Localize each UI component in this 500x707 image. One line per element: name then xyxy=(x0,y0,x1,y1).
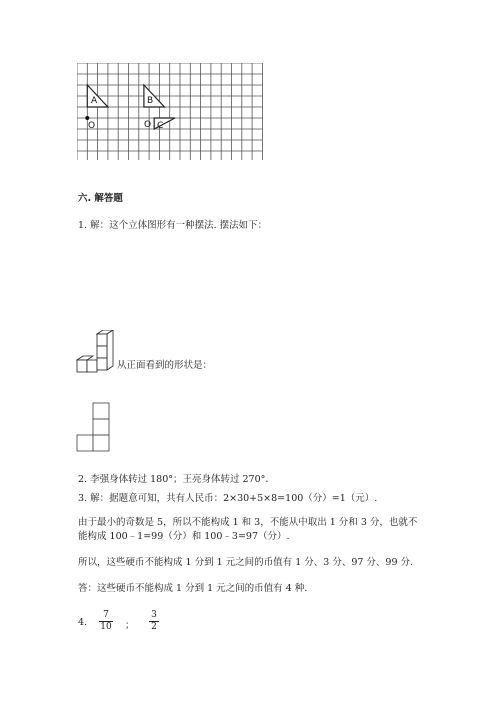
label-b: B xyxy=(147,96,154,106)
label-a: A xyxy=(91,96,98,106)
q3-answer: 答：这些硬币不能构成 1 分到 1 元之间的币值有 4 种. xyxy=(78,583,308,594)
q1-front-view-label: 从正面看到的形状是： xyxy=(117,360,213,371)
q2-answer: 2. 李强身体转过 180°；王亮身体转过 270°． xyxy=(78,474,275,485)
stacked-cubes-figure xyxy=(76,330,116,382)
q3-line3: 能构成 100﹣1=99（分）和 100﹣3=97（分）. xyxy=(78,531,290,542)
q4-fraction-2-denominator: 2 xyxy=(149,621,159,633)
q4-fraction-1-numerator: 7 xyxy=(103,610,109,620)
q3-line4: 所以，这些硬币不能构成 1 分到 1 元之间的币值有 1 分、3 分、97 分、99 分. xyxy=(78,557,414,568)
grid-figure xyxy=(77,63,263,160)
grid-lines xyxy=(77,63,262,160)
q4-fraction-2-numerator: 3 xyxy=(151,610,157,620)
q3-line2: 由于最小的奇数是 5，所以不能构成 1 和 3，不能从中取出 1 分和 3 分，也就不 xyxy=(78,517,418,528)
front-view-figure xyxy=(76,402,112,454)
q4-number: 4. xyxy=(78,617,88,628)
section-heading: 六. 解答题 xyxy=(78,193,123,204)
label-c: C xyxy=(157,121,164,131)
q1-intro: 1. 解：这个立体图形有一种摆法. 摆法如下： xyxy=(78,220,268,231)
q3-line1: 3. 解：据题意可知，共有人民币：2×30+5×8=100（分）=1（元）. xyxy=(78,493,378,504)
point-o xyxy=(85,116,89,120)
q4-fraction-2 xyxy=(149,610,159,633)
q4-fraction-1-denominator: 10 xyxy=(100,622,112,632)
label-o-right: O xyxy=(144,120,152,130)
q4-fraction-1 xyxy=(99,610,113,633)
q4-separator: ； xyxy=(125,620,135,631)
label-o-left: O xyxy=(88,121,96,131)
